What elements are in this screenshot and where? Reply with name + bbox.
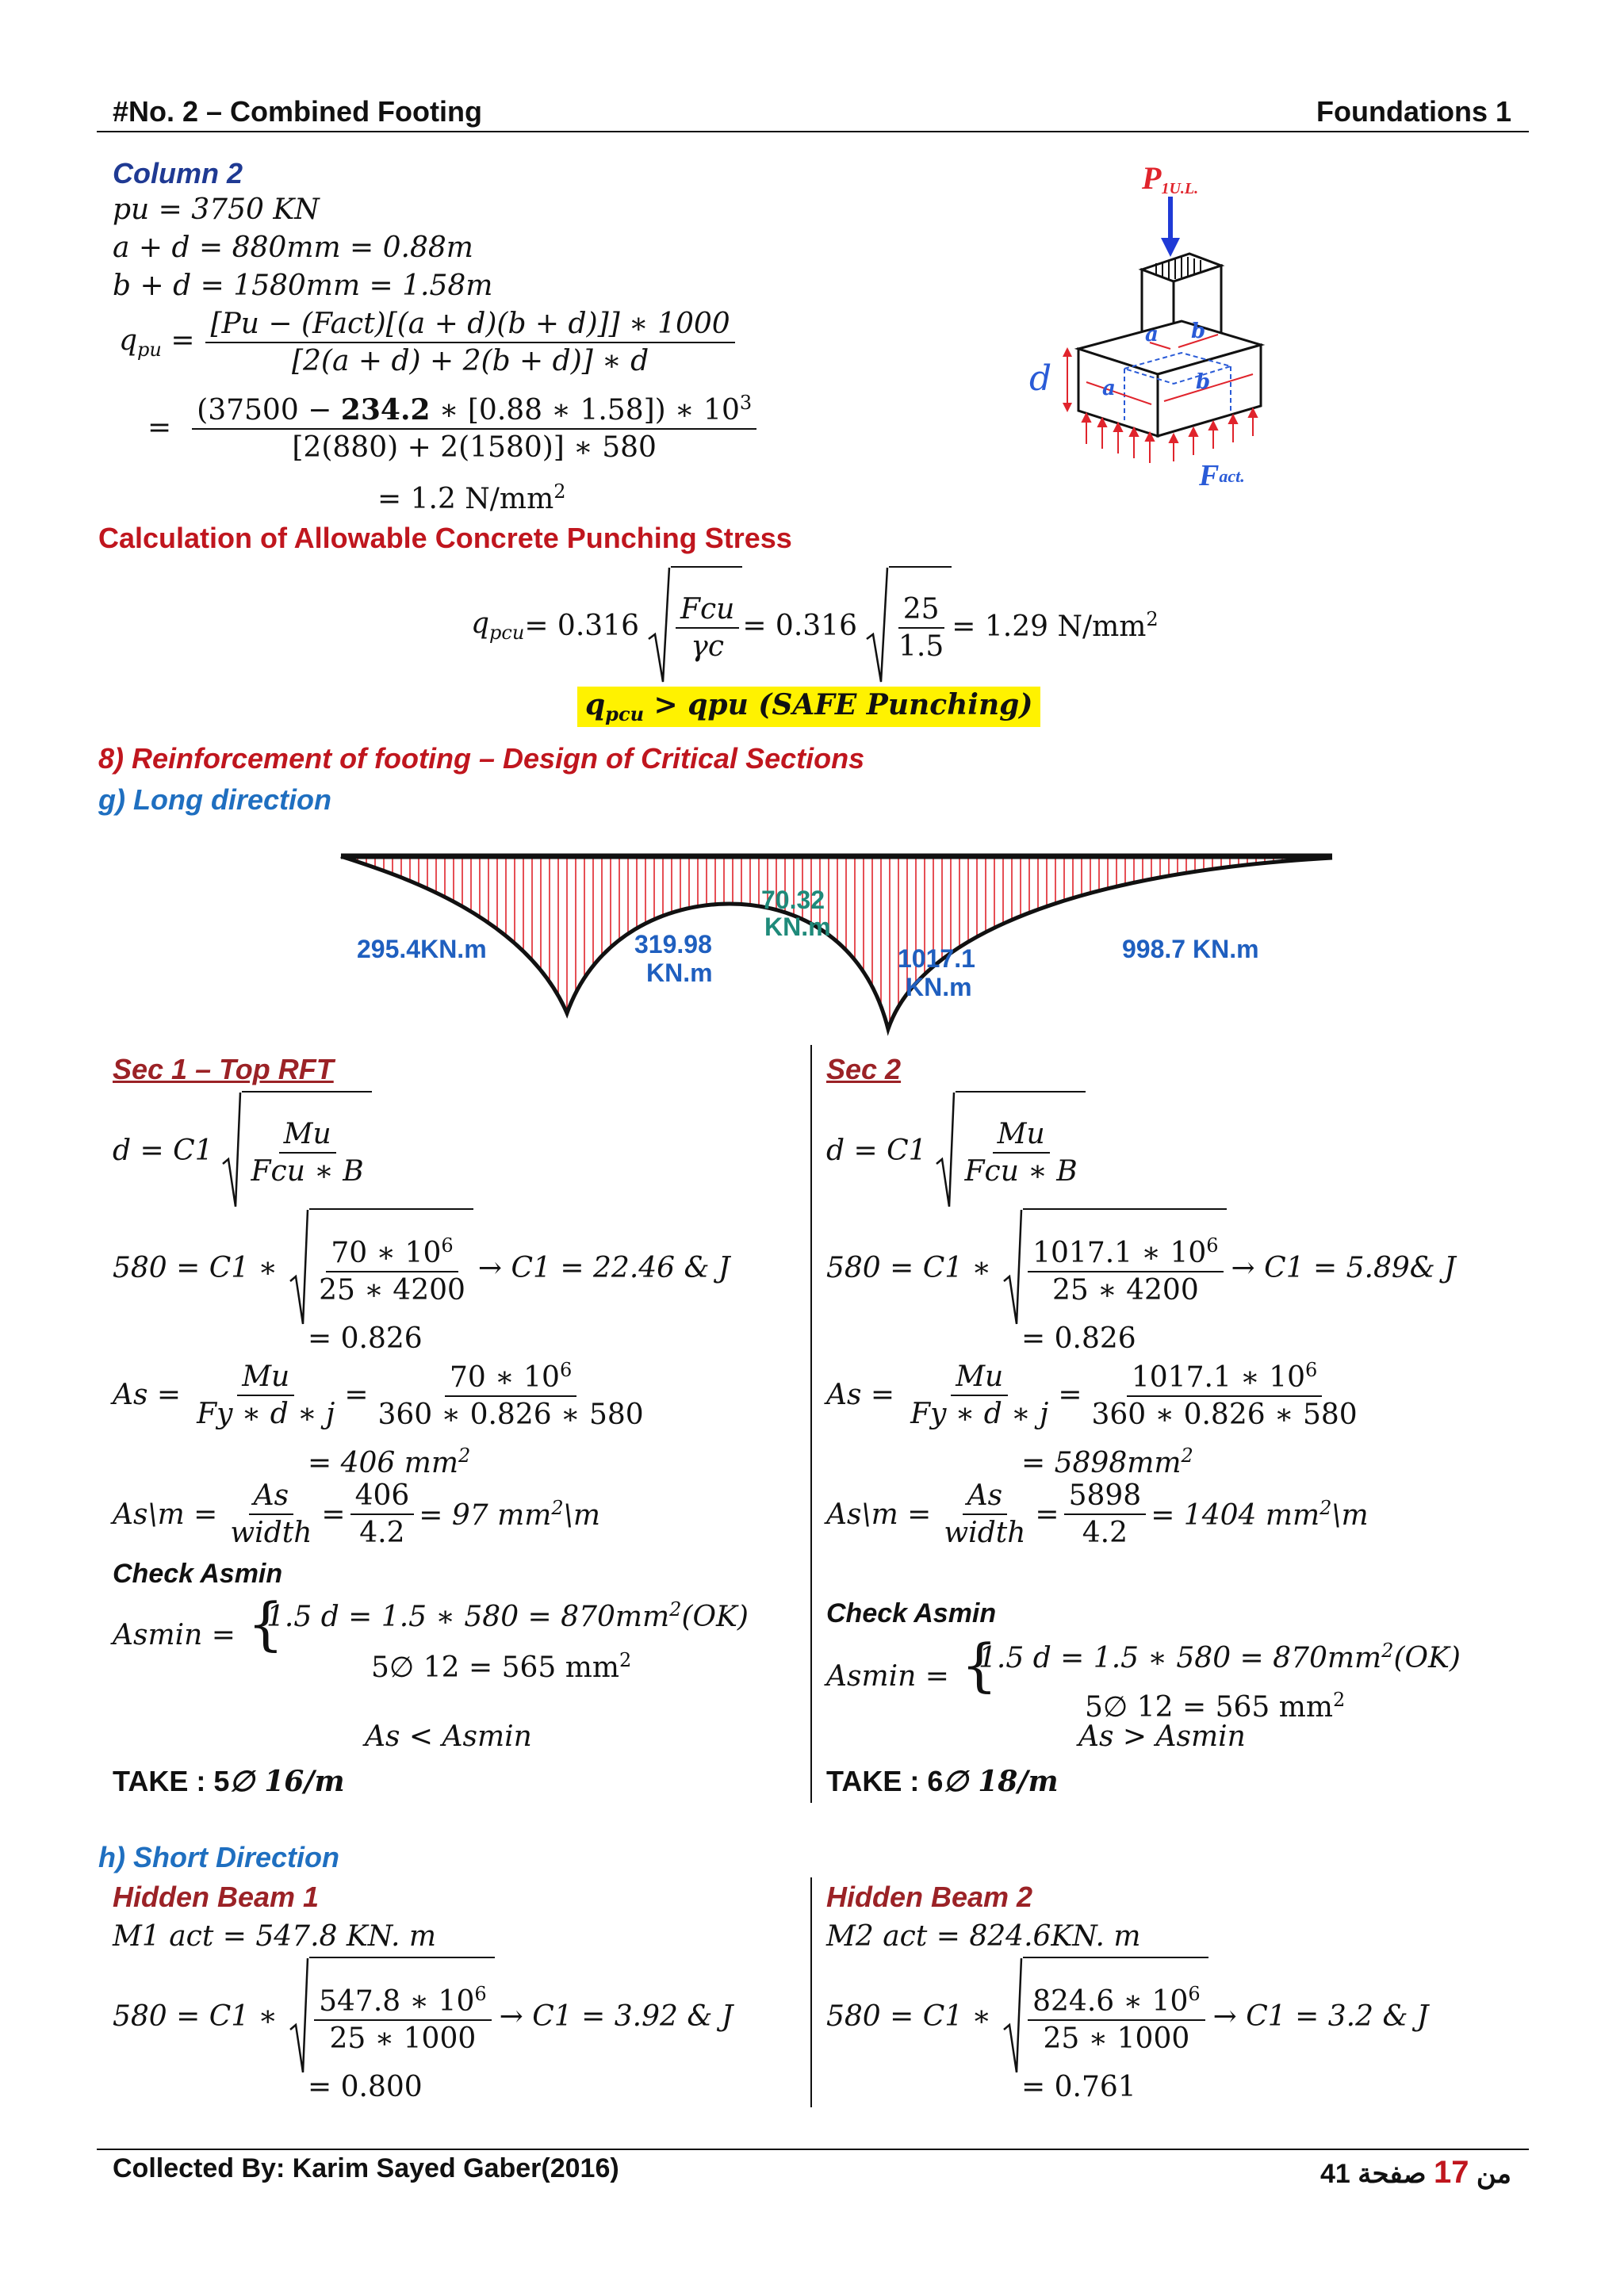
bmd-label-70-unit: KN.m (764, 913, 831, 941)
page-total: 41 (1320, 2159, 1350, 2189)
sec2-d-formula: d = C1 $\frac{Mu}{\text{Fcu ∗ B}}$ (826, 1091, 1086, 1210)
column2-title: Column 2 (113, 157, 243, 189)
header-left: #No. 2 – Combined Footing (113, 95, 482, 128)
qpu-lhs: $q_{pu}$ = (119, 323, 195, 362)
sec1-take: TAKE : 5∅ 16/m (113, 1765, 345, 1798)
footer-credit: Collected By: Karim Sayed Gaber(2016) (113, 2153, 619, 2183)
hb1-j: = 0.800 (308, 2071, 423, 2103)
sec2-j: = 0.826 (1021, 1322, 1136, 1355)
sec1-compare: As < Asmin (365, 1720, 532, 1753)
bmd-label-998: 998.7 KN.m (1122, 935, 1259, 963)
hb1-c1-formula: 580 = C1 ∗ $\frac{547.8 ∗ 10^6}{25 ∗ 1000}$ → C1 = 3.92 & J (113, 1957, 733, 2076)
short-direction-title: h) Short Direction (98, 1841, 339, 1873)
hb1-title: Hidden Beam 1 (113, 1881, 320, 1913)
column2-bd: b + d = 1580mm = 1.58m (113, 270, 493, 302)
sec2-c1-formula: 580 = C1 ∗ $\frac{1017.1 ∗ 10^6}{25 ∗ 4200}$ → C1 = 5.89& J (826, 1208, 1456, 1327)
sec1-asmin-line2: 5∅ 12 = 565 $mm^2$ (371, 1649, 632, 1684)
sec2-compare: As > Asmin (1078, 1720, 1246, 1753)
figure-fact-label: Fact. (1199, 459, 1245, 492)
hb2-c1-formula: 580 = C1 ∗ $\frac{824.6 ∗ 10^6}{25 ∗ 1000}$ → C1 = 3.2 & J (826, 1957, 1428, 2076)
sec2-asmin-lhs: Asmin = (826, 1660, 949, 1693)
hidden-beams-divider (810, 1877, 812, 2107)
sec1-asmin-lhs: Asmin = (113, 1619, 236, 1651)
sec1-c1-formula: 580 = C1 ∗ $\frac{70 ∗ 10^6}{25 ∗ 4200}$ → C1 = 22.46 & J (113, 1208, 730, 1327)
sec1-j: = 0.826 (308, 1322, 423, 1355)
figure-a-label: a (1145, 323, 1159, 346)
sec2-as-per-m: As\m = $\frac{As}{\text{width}}$ = $\frac{5898}{4.2}$ = 1404 $mm^2\backslash m$ (826, 1479, 1369, 1549)
qpcu-formula: $q_{pcu}$ = 0.316 $\frac{\text{Fcu}}{\gamma c}$ = 0.316 $\frac{25}{1.5}$ = 1.29 $N/mm^2$ (471, 566, 1159, 685)
sec2-as-formula: As = $\frac{Mu}{Fy ∗ d ∗ j}$ = $\frac{1017.1 ∗ 10^6}{360 ∗ 0.826 ∗ 580}$ (826, 1359, 1358, 1431)
sec2-take: TAKE : 6∅ 18/m (826, 1765, 1059, 1798)
footer-rule (97, 2149, 1529, 2150)
sections-divider (810, 1045, 812, 1803)
sec1-as-result: = 406 $mm^2$ (308, 1445, 471, 1479)
section8-title: 8) Reinforcement of footing – Design of Critical Sections (98, 742, 865, 775)
safe-punching-badge: $q_{pcu}$ > qpu (SAFE Punching) (577, 687, 1040, 727)
page-of: من (1476, 2159, 1511, 2189)
sec1-as-formula: As = $\frac{Mu}{Fy ∗ d ∗ j}$ = $\frac{70 ∗ 10^6}{360 ∗ 0.826 ∗ 580}$ (113, 1359, 644, 1431)
column-footing-figure (1023, 159, 1285, 499)
page-number (1320, 2155, 1511, 2191)
column2-pu: pu = 3750 KN (113, 193, 320, 226)
punching-title: Calculation of Allowable Concrete Punching Stress (98, 522, 792, 554)
qpu-result: = 1.2 $N/mm^2$ (377, 480, 566, 515)
header-right: Foundations 1 (1316, 95, 1511, 128)
calc-fraction: $\frac{(37500 - 234.2 ∗ [0.88 ∗ 1.58]) ∗ 10^3}{[2(880) + 2(1580)] ∗ 580}$ (192, 392, 756, 464)
hb2-j: = 0.761 (1021, 2071, 1136, 2103)
header-rule (97, 131, 1529, 132)
calc-eq: = (147, 411, 172, 444)
qpu-formula (119, 308, 735, 377)
sec2-title: Sec 2 (826, 1053, 902, 1085)
sec1-asmin-line1: 1.5 d = 1.5 ∗ $580 = 870mm^2(OK)$ (266, 1598, 749, 1633)
sec1-as-per-m: As\m = $\frac{As}{\text{width}}$ = $\frac{406}{4.2}$ = 97 $mm^2\backslash m$ (113, 1479, 600, 1549)
page-current: 17 (1433, 2155, 1469, 2190)
qpu-fraction: $\frac{\text{[Pu − (Fact)[(a + d)(b + d)]] ∗ 1000}}{[2(a + d) + 2(b + d)] ∗ d}$ (205, 308, 734, 377)
hb2-title: Hidden Beam 2 (826, 1881, 1033, 1913)
bending-moment-diagram (333, 817, 1340, 1054)
sec2-asmin-line2: 5∅ 12 = 565 $mm^2$ (1085, 1689, 1346, 1724)
sec2-asmin-line1: 1.5 d = 1.5 ∗ $580 = 870mm^2(OK)$ (979, 1640, 1461, 1674)
column2-ad: a + d = 880mm = 0.88m (113, 232, 473, 264)
sec1-check-asmin: Check Asmin (113, 1559, 283, 1589)
qpu-calc (147, 392, 756, 464)
sec2-asmin-brace: { (961, 1632, 998, 1698)
figure-ad-label: a (1102, 377, 1116, 400)
bmd-label-1017-unit: KN.m (906, 973, 972, 1001)
bmd-label-1017: 1017.1 (898, 944, 975, 973)
hb1-moment: M1 act = 547.8 KN. m (113, 1920, 436, 1953)
sec1-d-formula: d = C1 $\frac{Mu}{\text{Fcu ∗ B}}$ (113, 1091, 372, 1210)
sec2-check-asmin: Check Asmin (826, 1598, 997, 1628)
figure-bd-label: b (1196, 370, 1211, 394)
figure-b-label: b (1191, 320, 1206, 343)
sec1-asmin-brace: { (247, 1590, 284, 1657)
long-direction-title: g) Long direction (98, 783, 331, 816)
sec2-as-result: = $5898mm^2$ (1021, 1445, 1193, 1479)
bmd-label-70: 70.32 (761, 886, 825, 914)
bmd-label-295: 295.4KN.m (357, 935, 487, 963)
bmd-label-319-unit: KN.m (646, 959, 713, 987)
figure-d-label: d (1029, 358, 1052, 399)
page-word: صفحة (1358, 2159, 1427, 2189)
hb2-moment: M2 act = 824.6KN. m (826, 1920, 1141, 1953)
bmd-label-319: 319.98 (634, 930, 712, 959)
sec1-title: Sec 1 – Top RFT (113, 1053, 334, 1085)
figure-load-label: P1U.L. (1142, 160, 1199, 197)
